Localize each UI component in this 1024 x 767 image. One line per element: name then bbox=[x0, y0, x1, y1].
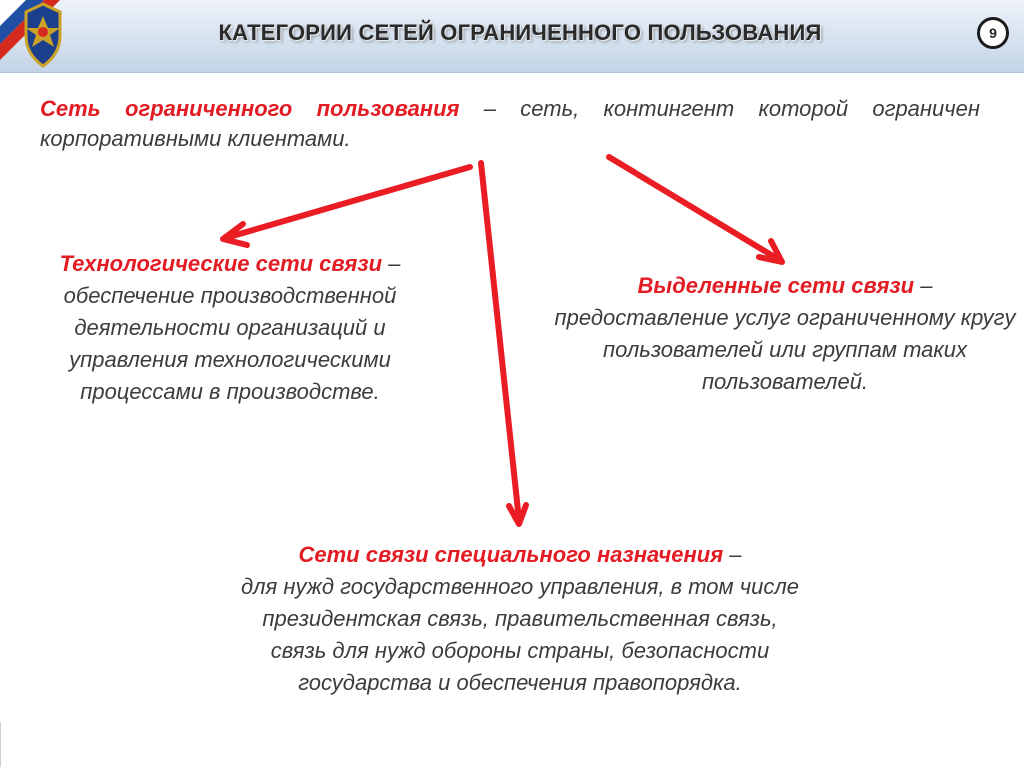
arrow-to-technological bbox=[229, 167, 470, 237]
arrow-to-special bbox=[481, 163, 519, 520]
dedicated-dash: – bbox=[914, 273, 933, 298]
special-line-1: для нужд государственного управления, в том числе bbox=[240, 574, 800, 599]
special-networks-block bbox=[160, 539, 880, 699]
arrow-to-dedicated bbox=[609, 157, 778, 259]
definition-term: Сеть ограниченного пользования bbox=[40, 96, 460, 121]
special-term: Сети связи специального назначения bbox=[298, 542, 724, 567]
dedicated-networks-block bbox=[540, 270, 1024, 398]
special-line-4: государства и обеспечения правопорядка. bbox=[298, 670, 742, 695]
slide-title: КАТЕГОРИИ СЕТЕЙ ОГРАНИЧЕННОГО ПОЛЬЗОВАНИЯ bbox=[218, 20, 822, 45]
special-line-3: связь для нужд обороны страны, безопасности bbox=[270, 638, 770, 663]
technological-networks-block bbox=[20, 248, 440, 408]
dedicated-term: Выделенные сети связи bbox=[637, 273, 915, 298]
special-line-2: президентская связь, правительственная связь, bbox=[262, 606, 778, 631]
dedicated-text: предоставление услуг ограниченному кругу пользователей или группам таких пользователей. bbox=[554, 305, 1016, 394]
edge-divider bbox=[0, 722, 1, 767]
technological-dash: – bbox=[382, 251, 401, 276]
special-dash: – bbox=[723, 542, 742, 567]
definition-text: – сеть, контингент которой ограничен корпоративными клиентами. bbox=[40, 96, 980, 151]
page-number-badge: 9 bbox=[977, 17, 1009, 49]
technological-term: Технологические сети связи bbox=[59, 251, 383, 276]
technological-text: обеспечение производственной деятельности организаций и управления технологическими процессами в производстве. bbox=[63, 283, 397, 404]
